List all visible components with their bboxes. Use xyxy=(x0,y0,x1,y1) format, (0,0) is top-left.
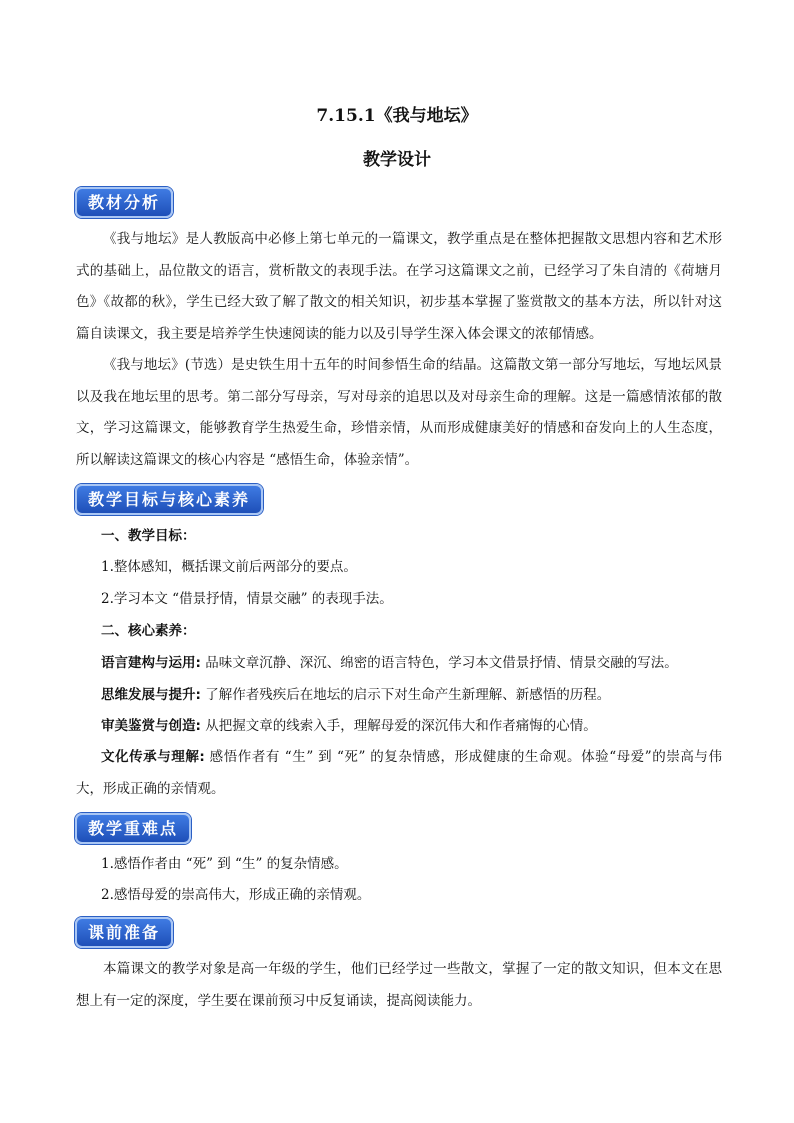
literacy-item-culture xyxy=(76,742,722,805)
goal-item-1: 1.整体感知，概括课文前后两部分的要点。 xyxy=(101,559,357,575)
literacy-text: 从把握文章的线索入手，理解母爱的深沉伟大和作者痛悔的心情。 xyxy=(200,718,597,734)
section-badge-prep: 课前准备 xyxy=(75,917,173,948)
section-badge-difficulty: 教学重难点 xyxy=(75,813,191,844)
section-badge-goals: 教学目标与核心素养 xyxy=(75,484,263,515)
analysis-paragraph-1: 《我与地坛》是人教版高中必修上第七单元的一篇课文，教学重点是在整体把握散文思想内容和艺术形式的基础上，品位散文的语言，赏析散文的表现手法。在学习这篇课文之前，已经学习了朱自清的《荷塘月色》《故都的秋》，学生已经大致了解了散文的相关知识，初步基本掌握了鉴赏散文的基本方法，所以针对这篇自读课文，我主要是培养学生快速阅读的能力以及引导学生深入体会课文的浓郁情感。 xyxy=(76,231,722,342)
goal-item-2: 2.学习本文 “借景抒情，情景交融” 的表现手法。 xyxy=(101,591,393,607)
literacy-text: 了解作者残疾后在地坛的启示下对生命产生新理解、新感悟的历程。 xyxy=(200,687,611,703)
analysis-paragraph-2: 《我与地坛》(节选）是史铁生用十五年的时间参悟生命的结晶。这篇散文第一部分写地坛，写地坛风景以及我在地坛里的思考。第二部分写母亲，写对母亲的追思以及对母亲生命的理解。这是一篇感情浓郁的散文，学习这篇课文，能够教育学生热爱生命，珍惜亲情，从而形成健康美好的情感和奋发向上的人生态度，所以解读这篇课文的核心内容是 “感悟生命，体验亲情”。 xyxy=(76,357,722,468)
difficulty-item-2: 2.感悟母爱的崇高伟大，形成正确的亲情观。 xyxy=(101,887,371,903)
literacy-item-thinking xyxy=(101,680,722,711)
literacy-text: 品味文章沉静、深沉、绵密的语言特色，学习本文借景抒情、情景交融的写法。 xyxy=(200,655,678,671)
literacy-text: 感悟作者有 “生” 到 “死” 的复杂情感，形成健康的生命观。体验“母爱”的崇高与伟大，形成正确的亲情观。 xyxy=(76,749,722,797)
document-title: 7.15.1《我与地坛》 xyxy=(316,106,478,126)
prep-paragraph: 本篇课文的教学对象是高一年级的学生，他们已经学过一些散文，掌握了一定的散文知识，但本文在思想上有一定的深度，学生要在课前预习中反复诵读，提高阅读能力。 xyxy=(76,961,722,1009)
literacy-item-aesthetic xyxy=(101,711,722,742)
literacy-label: 思维发展与提升: xyxy=(101,687,201,703)
literacy-label: 语言建构与运用: xyxy=(101,655,201,671)
literacy-label: 文化传承与理解: xyxy=(101,749,205,765)
literacy-label: 审美鉴赏与创造: xyxy=(101,718,201,734)
goals-subheading-2: 二、核心素养： xyxy=(101,623,196,639)
document-subtitle: 教学设计 xyxy=(363,150,431,170)
literacy-item-language xyxy=(101,648,722,679)
goals-subheading-1: 一、教学目标： xyxy=(101,528,196,544)
section-badge-analysis: 教材分析 xyxy=(75,187,173,218)
difficulty-item-1: 1.感悟作者由 “死” 到 “生” 的复杂情感。 xyxy=(101,856,348,872)
